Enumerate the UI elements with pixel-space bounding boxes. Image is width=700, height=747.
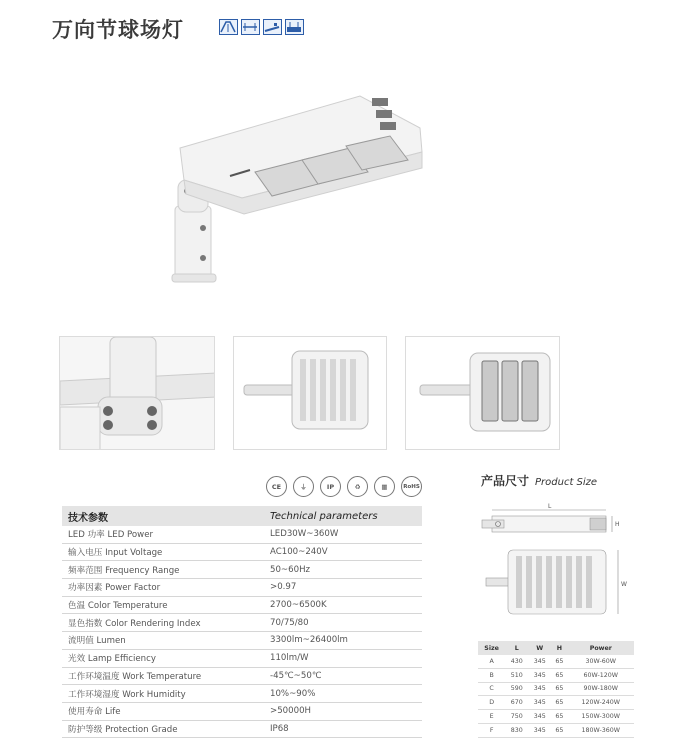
- spec-row: [62, 579, 422, 597]
- size-cell: 830: [505, 723, 528, 737]
- size-cell: 430: [505, 655, 528, 668]
- earth-icon: ⏚: [293, 476, 314, 497]
- size-cell: 65: [551, 723, 567, 737]
- size-cell: 65: [551, 682, 567, 696]
- size-cell: E: [478, 710, 505, 724]
- rohs-icon: RoHS: [401, 476, 422, 497]
- thumbnail-bracket-detail: [59, 336, 215, 450]
- size-cell: 90W-180W: [568, 682, 634, 696]
- spec-label: LED 功率 LED Power: [62, 526, 264, 543]
- product-size-title: [481, 472, 597, 489]
- spec-row: [62, 649, 422, 667]
- size-cell: 345: [528, 710, 551, 724]
- spec-header-row: [62, 506, 422, 526]
- size-cell: 345: [528, 696, 551, 710]
- spec-value: 50~60Hz: [264, 561, 422, 579]
- spec-row: [62, 685, 422, 703]
- size-cell: 65: [551, 655, 567, 668]
- spec-row: [62, 561, 422, 579]
- size-row: [478, 710, 634, 724]
- size-row: [478, 696, 634, 710]
- spec-label: 输入电压 Input Voltage: [62, 543, 264, 561]
- road-icon: [263, 19, 282, 35]
- size-cell: 670: [505, 696, 528, 710]
- spec-value: -45℃~50℃: [264, 667, 422, 685]
- spec-row: [62, 632, 422, 650]
- recyclable-icon: ♻: [347, 476, 368, 497]
- spec-value: 110lm/W: [264, 649, 422, 667]
- dim-width-label: W: [621, 581, 627, 588]
- size-table: [478, 641, 634, 738]
- size-cell: 120W-240W: [568, 696, 634, 710]
- size-cell: 345: [528, 655, 551, 668]
- spec-row: [62, 543, 422, 561]
- dim-length-label: L: [548, 503, 552, 510]
- thumbnail-front-view: [405, 336, 560, 450]
- size-column-header: H: [551, 641, 567, 655]
- spec-value: >50000H: [264, 702, 422, 720]
- spec-row: [62, 720, 422, 738]
- street-light-main-image: [150, 88, 470, 288]
- size-column-header: L: [505, 641, 528, 655]
- spec-label: 显色指数 Color Rendering Index: [62, 614, 264, 632]
- size-column-header: Size: [478, 641, 505, 655]
- size-cell: 65: [551, 696, 567, 710]
- size-row: [478, 668, 634, 682]
- size-cell: D: [478, 696, 505, 710]
- spec-value: 10%~90%: [264, 685, 422, 703]
- spec-row: [62, 614, 422, 632]
- bridge-icon: [241, 19, 260, 35]
- page-title: 万向节球场灯: [52, 18, 184, 42]
- spec-label: 功率因素 Power Factor: [62, 579, 264, 597]
- spec-label: 光效 Lamp Efficiency: [62, 649, 264, 667]
- spec-label: 工作环境湿度 Work Humidity: [62, 685, 264, 703]
- ce-icon: CE: [266, 476, 287, 497]
- size-cell: F: [478, 723, 505, 737]
- stadium-icon: [285, 19, 304, 35]
- size-cell: 30W-60W: [568, 655, 634, 668]
- spec-label: 色温 Color Temperature: [62, 596, 264, 614]
- spec-value: 3300lm~26400lm: [264, 632, 422, 650]
- size-row: [478, 655, 634, 668]
- size-cell: 590: [505, 682, 528, 696]
- size-cell: 345: [528, 723, 551, 737]
- spec-label: 防护等级 Protection Grade: [62, 720, 264, 738]
- spec-value: AC100~240V: [264, 543, 422, 561]
- size-body: [478, 655, 634, 737]
- spec-value: 70/75/80: [264, 614, 422, 632]
- size-row: [478, 682, 634, 696]
- application-icons: [219, 19, 304, 35]
- spec-value: 2700~6500K: [264, 596, 422, 614]
- spec-row: [62, 667, 422, 685]
- size-column-header: Power: [568, 641, 634, 655]
- spec-row: [62, 526, 422, 543]
- size-cell: C: [478, 682, 505, 696]
- spec-header-cn: 技术参数: [62, 506, 264, 526]
- size-cell: 60W-120W: [568, 668, 634, 682]
- spec-label: 流明值 Lumen: [62, 632, 264, 650]
- spec-value: IP68: [264, 720, 422, 738]
- spec-row: [62, 702, 422, 720]
- spec-table: [62, 506, 422, 738]
- certification-icons: [266, 476, 422, 497]
- size-cell: A: [478, 655, 505, 668]
- spec-value: LED30W~360W: [264, 526, 422, 543]
- size-header-row: [478, 641, 634, 655]
- thumbnail-back-view: [233, 336, 387, 450]
- dim-height-label: H: [615, 521, 620, 528]
- size-column-header: W: [528, 641, 551, 655]
- size-cell: B: [478, 668, 505, 682]
- spec-value: >0.97: [264, 579, 422, 597]
- size-cell: 150W-300W: [568, 710, 634, 724]
- spec-body: [62, 526, 422, 738]
- size-cell: 65: [551, 668, 567, 682]
- spec-label: 频率范围 Frequency Range: [62, 561, 264, 579]
- size-cell: 180W-360W: [568, 723, 634, 737]
- size-cell: 345: [528, 668, 551, 682]
- size-cell: 750: [505, 710, 528, 724]
- ip-icon: IP: [320, 476, 341, 497]
- spec-header-en: Technical parameters: [264, 506, 422, 526]
- size-row: [478, 723, 634, 737]
- spec-row: [62, 596, 422, 614]
- product-size-title-en: Product Size: [535, 477, 598, 488]
- size-cell: 510: [505, 668, 528, 682]
- size-drawing: [478, 496, 638, 631]
- mesh-icon: ▦: [374, 476, 395, 497]
- size-cell: 345: [528, 682, 551, 696]
- spec-label: 使用寿命 Life: [62, 702, 264, 720]
- tunnel-icon: [219, 19, 238, 35]
- product-size-title-cn: 产品尺寸: [481, 474, 530, 488]
- size-cell: 65: [551, 710, 567, 724]
- spec-label: 工作环境温度 Work Temperature: [62, 667, 264, 685]
